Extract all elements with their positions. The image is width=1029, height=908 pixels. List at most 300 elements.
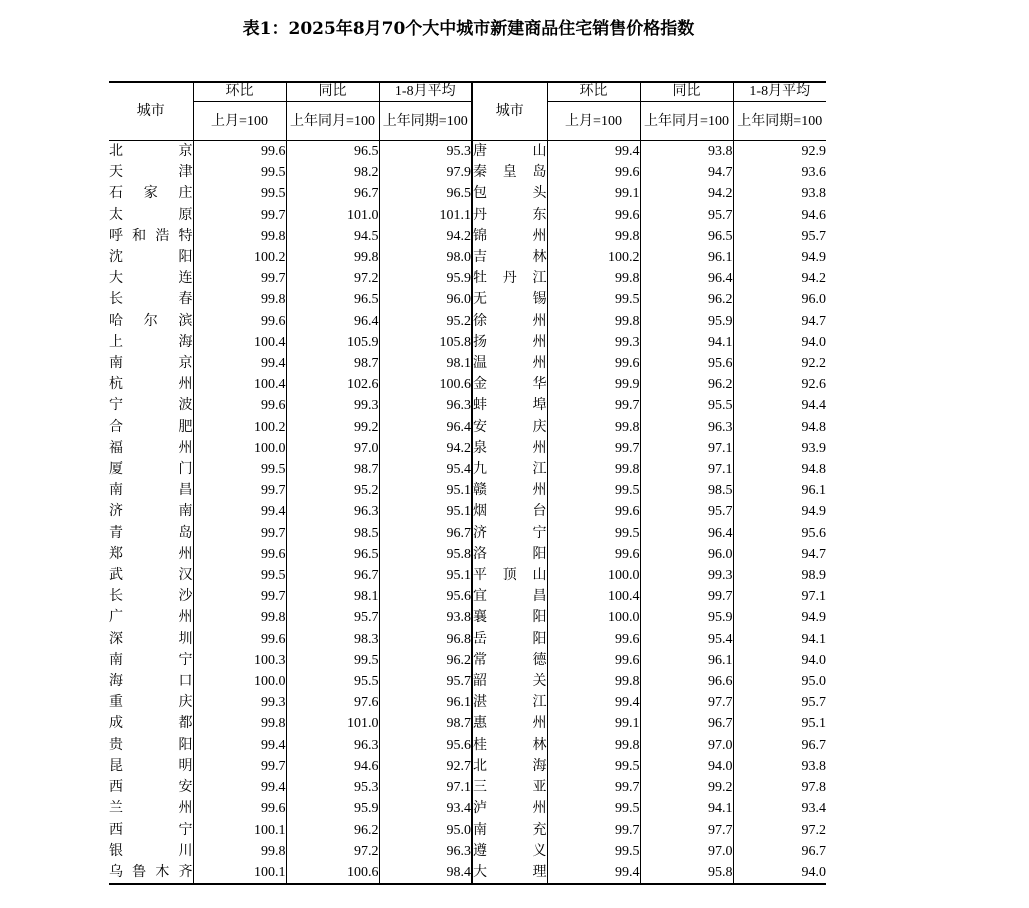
yoy-right-cell: 97.7 xyxy=(640,692,733,713)
avg-right-cell: 96.7 xyxy=(733,735,826,756)
city-name: 长 沙 xyxy=(109,589,193,605)
city-right-cell xyxy=(472,820,547,841)
table-row xyxy=(109,374,826,395)
mom-right-cell: 99.6 xyxy=(547,650,640,671)
city-name: 锦 州 xyxy=(473,228,547,244)
avg-right-cell: 96.1 xyxy=(733,480,826,501)
yoy-left-cell: 95.5 xyxy=(286,671,379,692)
avg-left-cell: 92.7 xyxy=(379,756,472,777)
avg-right-cell: 94.9 xyxy=(733,607,826,628)
avg-left-cell: 96.5 xyxy=(379,183,472,204)
city-left-cell xyxy=(109,438,193,459)
yoy-left-cell: 95.7 xyxy=(286,607,379,628)
city-name: 银 川 xyxy=(109,843,193,859)
city-left-cell xyxy=(109,353,193,374)
city-left-cell xyxy=(109,226,193,247)
city-name: 南 昌 xyxy=(109,483,193,499)
mom-right-cell: 99.1 xyxy=(547,183,640,204)
mom-right-cell: 100.4 xyxy=(547,586,640,607)
table-row xyxy=(109,162,826,183)
mom-left-cell: 99.7 xyxy=(193,480,286,501)
mom-left-cell: 99.4 xyxy=(193,777,286,798)
avg-left-cell: 95.3 xyxy=(379,141,472,163)
mom-right-cell: 100.2 xyxy=(547,247,640,268)
table-row xyxy=(109,565,826,586)
yoy-right-cell: 96.4 xyxy=(640,268,733,289)
yoy-right-cell: 96.3 xyxy=(640,417,733,438)
avg-right-cell: 94.0 xyxy=(733,650,826,671)
yoy-right-cell: 97.1 xyxy=(640,459,733,480)
city-name: 南 充 xyxy=(473,822,547,838)
city-left-cell xyxy=(109,586,193,607)
city-name: 惠 州 xyxy=(473,716,547,732)
avg-right-cell: 92.2 xyxy=(733,353,826,374)
yoy-left-cell: 98.7 xyxy=(286,353,379,374)
city-right-cell xyxy=(472,183,547,204)
city-left-cell xyxy=(109,501,193,522)
yoy-right-cell: 94.7 xyxy=(640,162,733,183)
mom-right-cell: 99.7 xyxy=(547,438,640,459)
mom-right-cell: 99.5 xyxy=(547,289,640,310)
avg-right-cell: 95.0 xyxy=(733,671,826,692)
mom-left-cell: 99.4 xyxy=(193,353,286,374)
city-name: 秦 皇 岛 xyxy=(473,165,547,181)
city-right-cell xyxy=(472,756,547,777)
mom-left-cell: 99.5 xyxy=(193,162,286,183)
yoy-right-cell: 96.1 xyxy=(640,247,733,268)
city-right-cell xyxy=(472,565,547,586)
left-yoy-header: 同比 xyxy=(286,82,379,102)
city-right-cell xyxy=(472,777,547,798)
table-body xyxy=(109,141,826,885)
yoy-left-cell: 96.2 xyxy=(286,820,379,841)
city-right-cell xyxy=(472,798,547,819)
mom-left-cell: 99.6 xyxy=(193,798,286,819)
yoy-right-cell: 97.0 xyxy=(640,735,733,756)
city-name: 丹 东 xyxy=(473,207,547,223)
city-left-cell xyxy=(109,141,193,163)
city-name: 烟 台 xyxy=(473,504,547,520)
mom-right-cell: 99.9 xyxy=(547,374,640,395)
mom-right-cell: 99.8 xyxy=(547,671,640,692)
yoy-left-cell: 98.5 xyxy=(286,523,379,544)
mom-left-cell: 99.6 xyxy=(193,544,286,565)
avg-right-cell: 94.8 xyxy=(733,417,826,438)
yoy-right-cell: 93.8 xyxy=(640,141,733,163)
yoy-left-cell: 100.6 xyxy=(286,862,379,884)
city-right-cell xyxy=(472,841,547,862)
city-name: 赣 州 xyxy=(473,483,547,499)
city-right-cell xyxy=(472,480,547,501)
mom-right-cell: 99.7 xyxy=(547,820,640,841)
mom-left-cell: 99.8 xyxy=(193,713,286,734)
avg-right-cell: 96.7 xyxy=(733,841,826,862)
city-name: 太 原 xyxy=(109,207,193,223)
table-row xyxy=(109,417,826,438)
yoy-left-cell: 98.1 xyxy=(286,586,379,607)
yoy-left-cell: 98.2 xyxy=(286,162,379,183)
city-name: 福 州 xyxy=(109,440,193,456)
table-row xyxy=(109,395,826,416)
price-index-table xyxy=(109,81,826,885)
city-right-cell xyxy=(472,141,547,163)
city-name: 上 海 xyxy=(109,334,193,350)
city-name: 成 都 xyxy=(109,716,193,732)
yoy-left-cell: 96.4 xyxy=(286,311,379,332)
avg-left-cell: 105.8 xyxy=(379,332,472,353)
table-row xyxy=(109,205,826,226)
yoy-left-cell: 97.2 xyxy=(286,841,379,862)
yoy-left-cell: 101.0 xyxy=(286,713,379,734)
city-left-cell xyxy=(109,417,193,438)
right-city-header: 城市 xyxy=(472,82,547,141)
avg-left-cell: 96.3 xyxy=(379,841,472,862)
avg-right-cell: 98.9 xyxy=(733,565,826,586)
city-right-cell xyxy=(472,289,547,310)
city-name: 北 海 xyxy=(473,758,547,774)
mom-right-cell: 99.8 xyxy=(547,735,640,756)
mom-left-cell: 99.8 xyxy=(193,226,286,247)
table-row xyxy=(109,183,826,204)
mom-right-cell: 100.0 xyxy=(547,607,640,628)
city-name: 洛 阳 xyxy=(473,546,547,562)
yoy-right-cell: 96.2 xyxy=(640,289,733,310)
city-name: 合 肥 xyxy=(109,419,193,435)
mom-right-cell: 99.5 xyxy=(547,480,640,501)
city-name: 桂 林 xyxy=(473,737,547,753)
mom-right-cell: 99.6 xyxy=(547,544,640,565)
city-name: 广 州 xyxy=(109,610,193,626)
city-right-cell xyxy=(472,586,547,607)
mom-left-cell: 100.1 xyxy=(193,862,286,884)
yoy-right-cell: 95.9 xyxy=(640,607,733,628)
avg-left-cell: 96.1 xyxy=(379,692,472,713)
city-name: 湛 江 xyxy=(473,695,547,711)
avg-right-cell: 94.4 xyxy=(733,395,826,416)
table-row xyxy=(109,586,826,607)
city-name: 岳 阳 xyxy=(473,631,547,647)
table-row xyxy=(109,713,826,734)
avg-left-cell: 93.4 xyxy=(379,798,472,819)
city-left-cell xyxy=(109,205,193,226)
table-row xyxy=(109,735,826,756)
city-left-cell xyxy=(109,862,193,884)
city-right-cell xyxy=(472,544,547,565)
city-right-cell xyxy=(472,650,547,671)
yoy-left-cell: 96.3 xyxy=(286,735,379,756)
avg-right-cell: 94.2 xyxy=(733,268,826,289)
left-avg-header: 1-8月平均 xyxy=(379,82,472,102)
city-name: 长 春 xyxy=(109,292,193,308)
yoy-right-cell: 96.5 xyxy=(640,226,733,247)
avg-right-cell: 95.6 xyxy=(733,523,826,544)
city-name: 重 庆 xyxy=(109,695,193,711)
avg-right-cell: 94.9 xyxy=(733,247,826,268)
mom-left-cell: 99.7 xyxy=(193,523,286,544)
table-row xyxy=(109,692,826,713)
city-right-cell xyxy=(472,629,547,650)
table-row xyxy=(109,671,826,692)
avg-right-cell: 94.8 xyxy=(733,459,826,480)
city-left-cell xyxy=(109,395,193,416)
table-row xyxy=(109,141,826,163)
city-left-cell xyxy=(109,523,193,544)
avg-right-cell: 93.4 xyxy=(733,798,826,819)
mom-left-cell: 99.7 xyxy=(193,586,286,607)
yoy-right-cell: 95.8 xyxy=(640,862,733,884)
avg-left-cell: 94.2 xyxy=(379,438,472,459)
avg-left-cell: 96.2 xyxy=(379,650,472,671)
yoy-left-cell: 102.6 xyxy=(286,374,379,395)
avg-left-cell: 95.6 xyxy=(379,735,472,756)
city-name: 天 津 xyxy=(109,165,193,181)
city-name: 兰 州 xyxy=(109,801,193,817)
city-left-cell xyxy=(109,289,193,310)
yoy-right-cell: 97.0 xyxy=(640,841,733,862)
city-right-cell xyxy=(472,226,547,247)
city-left-cell xyxy=(109,629,193,650)
city-name: 包 头 xyxy=(473,186,547,202)
yoy-left-cell: 97.0 xyxy=(286,438,379,459)
city-left-cell xyxy=(109,798,193,819)
yoy-left-cell: 95.9 xyxy=(286,798,379,819)
city-name: 杭 州 xyxy=(109,377,193,393)
city-left-cell xyxy=(109,777,193,798)
yoy-left-cell: 96.7 xyxy=(286,565,379,586)
mom-left-cell: 100.0 xyxy=(193,671,286,692)
mom-left-cell: 99.6 xyxy=(193,141,286,163)
table-row xyxy=(109,480,826,501)
city-name: 宁 波 xyxy=(109,398,193,414)
mom-left-cell: 100.4 xyxy=(193,374,286,395)
mom-right-cell: 100.0 xyxy=(547,565,640,586)
city-right-cell xyxy=(472,268,547,289)
city-right-cell xyxy=(472,735,547,756)
yoy-right-cell: 96.7 xyxy=(640,713,733,734)
mom-left-cell: 100.2 xyxy=(193,247,286,268)
avg-right-cell: 94.7 xyxy=(733,544,826,565)
mom-left-cell: 100.0 xyxy=(193,438,286,459)
avg-right-cell: 96.0 xyxy=(733,289,826,310)
avg-right-cell: 92.6 xyxy=(733,374,826,395)
city-left-cell xyxy=(109,607,193,628)
city-name: 无 锡 xyxy=(473,292,547,308)
avg-right-cell: 94.0 xyxy=(733,332,826,353)
mom-left-cell: 99.4 xyxy=(193,501,286,522)
mom-right-cell: 99.4 xyxy=(547,692,640,713)
yoy-left-cell: 99.8 xyxy=(286,247,379,268)
city-right-cell xyxy=(472,205,547,226)
yoy-right-cell: 96.6 xyxy=(640,671,733,692)
avg-right-cell: 95.1 xyxy=(733,713,826,734)
city-left-cell xyxy=(109,692,193,713)
city-name: 蚌 埠 xyxy=(473,398,547,414)
table-row xyxy=(109,756,826,777)
yoy-left-cell: 96.5 xyxy=(286,141,379,163)
yoy-right-cell: 94.1 xyxy=(640,332,733,353)
city-left-cell xyxy=(109,544,193,565)
table-row xyxy=(109,862,826,884)
table-row xyxy=(109,226,826,247)
avg-left-cell: 98.1 xyxy=(379,353,472,374)
city-left-cell xyxy=(109,480,193,501)
city-name: 泉 州 xyxy=(473,440,547,456)
city-name: 温 州 xyxy=(473,356,547,372)
city-left-cell xyxy=(109,332,193,353)
mom-right-cell: 99.6 xyxy=(547,353,640,374)
table-row xyxy=(109,841,826,862)
mom-left-cell: 99.8 xyxy=(193,607,286,628)
city-name: 遵 义 xyxy=(473,843,547,859)
city-name: 武 汉 xyxy=(109,568,193,584)
city-right-cell xyxy=(472,692,547,713)
right-avg-header: 1-8月平均 xyxy=(733,82,826,102)
mom-right-cell: 99.6 xyxy=(547,501,640,522)
city-right-cell xyxy=(472,501,547,522)
table-row xyxy=(109,268,826,289)
yoy-right-cell: 96.1 xyxy=(640,650,733,671)
yoy-right-cell: 96.0 xyxy=(640,544,733,565)
avg-right-cell: 93.6 xyxy=(733,162,826,183)
city-name: 泸 州 xyxy=(473,801,547,817)
avg-left-cell: 98.4 xyxy=(379,862,472,884)
avg-right-cell: 95.7 xyxy=(733,226,826,247)
yoy-right-cell: 95.7 xyxy=(640,205,733,226)
mom-right-cell: 99.7 xyxy=(547,777,640,798)
yoy-right-cell: 97.7 xyxy=(640,820,733,841)
yoy-left-cell: 105.9 xyxy=(286,332,379,353)
mom-right-cell: 99.4 xyxy=(547,141,640,163)
left-city-header: 城市 xyxy=(109,82,193,141)
mom-left-cell: 100.3 xyxy=(193,650,286,671)
yoy-right-cell: 95.9 xyxy=(640,311,733,332)
yoy-left-cell: 99.5 xyxy=(286,650,379,671)
avg-right-cell: 93.8 xyxy=(733,183,826,204)
yoy-left-cell: 99.3 xyxy=(286,395,379,416)
mom-right-cell: 99.6 xyxy=(547,162,640,183)
yoy-left-cell: 101.0 xyxy=(286,205,379,226)
table-row xyxy=(109,247,826,268)
mom-right-cell: 99.8 xyxy=(547,311,640,332)
yoy-left-cell: 99.2 xyxy=(286,417,379,438)
city-right-cell xyxy=(472,353,547,374)
mom-right-cell: 99.4 xyxy=(547,862,640,884)
yoy-left-cell: 98.7 xyxy=(286,459,379,480)
table-row xyxy=(109,523,826,544)
table-row xyxy=(109,311,826,332)
city-right-cell xyxy=(472,607,547,628)
table-row xyxy=(109,629,826,650)
mom-left-cell: 99.6 xyxy=(193,311,286,332)
mom-right-cell: 99.5 xyxy=(547,523,640,544)
yoy-left-cell: 94.6 xyxy=(286,756,379,777)
city-name: 襄 阳 xyxy=(473,610,547,626)
yoy-left-cell: 98.3 xyxy=(286,629,379,650)
yoy-right-cell: 99.2 xyxy=(640,777,733,798)
city-name: 济 南 xyxy=(109,504,193,520)
avg-left-cell: 94.2 xyxy=(379,226,472,247)
mom-left-cell: 99.6 xyxy=(193,395,286,416)
avg-left-cell: 96.7 xyxy=(379,523,472,544)
city-name: 平 顶 山 xyxy=(473,568,547,584)
city-left-cell xyxy=(109,374,193,395)
mom-left-cell: 99.7 xyxy=(193,268,286,289)
table-row xyxy=(109,820,826,841)
mom-right-cell: 99.5 xyxy=(547,756,640,777)
avg-left-cell: 95.7 xyxy=(379,671,472,692)
city-name: 昆 明 xyxy=(109,758,193,774)
yoy-left-cell: 96.5 xyxy=(286,544,379,565)
table-row xyxy=(109,777,826,798)
city-name: 青 岛 xyxy=(109,525,193,541)
avg-left-cell: 95.1 xyxy=(379,501,472,522)
city-left-cell xyxy=(109,183,193,204)
yoy-right-cell: 94.0 xyxy=(640,756,733,777)
city-name: 大 连 xyxy=(109,271,193,287)
mom-right-cell: 99.3 xyxy=(547,332,640,353)
left-avg-base: 上年同期=100 xyxy=(379,102,472,141)
city-right-cell xyxy=(472,862,547,884)
avg-right-cell: 95.7 xyxy=(733,692,826,713)
avg-left-cell: 95.2 xyxy=(379,311,472,332)
avg-right-cell: 94.6 xyxy=(733,205,826,226)
city-name: 唐 山 xyxy=(473,144,547,159)
city-name: 济 宁 xyxy=(473,525,547,541)
avg-left-cell: 96.0 xyxy=(379,289,472,310)
mom-left-cell: 100.4 xyxy=(193,332,286,353)
city-right-cell xyxy=(472,713,547,734)
avg-right-cell: 94.7 xyxy=(733,311,826,332)
yoy-left-cell: 94.5 xyxy=(286,226,379,247)
avg-left-cell: 100.6 xyxy=(379,374,472,395)
avg-left-cell: 97.9 xyxy=(379,162,472,183)
avg-left-cell: 95.9 xyxy=(379,268,472,289)
mom-right-cell: 99.8 xyxy=(547,268,640,289)
yoy-right-cell: 96.4 xyxy=(640,523,733,544)
city-name: 南 宁 xyxy=(109,652,193,668)
city-left-cell xyxy=(109,311,193,332)
city-name: 金 华 xyxy=(473,377,547,393)
avg-left-cell: 95.4 xyxy=(379,459,472,480)
mom-left-cell: 99.7 xyxy=(193,756,286,777)
avg-right-cell: 97.8 xyxy=(733,777,826,798)
avg-left-cell: 95.1 xyxy=(379,565,472,586)
table-row xyxy=(109,438,826,459)
avg-left-cell: 95.0 xyxy=(379,820,472,841)
yoy-right-cell: 95.6 xyxy=(640,353,733,374)
mom-left-cell: 100.1 xyxy=(193,820,286,841)
mom-right-cell: 99.8 xyxy=(547,459,640,480)
city-left-cell xyxy=(109,756,193,777)
table-row xyxy=(109,650,826,671)
city-name: 三 亚 xyxy=(473,780,547,796)
city-right-cell xyxy=(472,247,547,268)
yoy-left-cell: 97.2 xyxy=(286,268,379,289)
yoy-right-cell: 94.2 xyxy=(640,183,733,204)
avg-left-cell: 96.4 xyxy=(379,417,472,438)
city-left-cell xyxy=(109,671,193,692)
yoy-right-cell: 95.4 xyxy=(640,629,733,650)
city-left-cell xyxy=(109,162,193,183)
avg-right-cell: 94.1 xyxy=(733,629,826,650)
city-right-cell xyxy=(472,523,547,544)
yoy-right-cell: 98.5 xyxy=(640,480,733,501)
mom-left-cell: 99.6 xyxy=(193,629,286,650)
city-name: 西 安 xyxy=(109,780,193,796)
table-row xyxy=(109,798,826,819)
yoy-left-cell: 95.3 xyxy=(286,777,379,798)
yoy-left-cell: 95.2 xyxy=(286,480,379,501)
